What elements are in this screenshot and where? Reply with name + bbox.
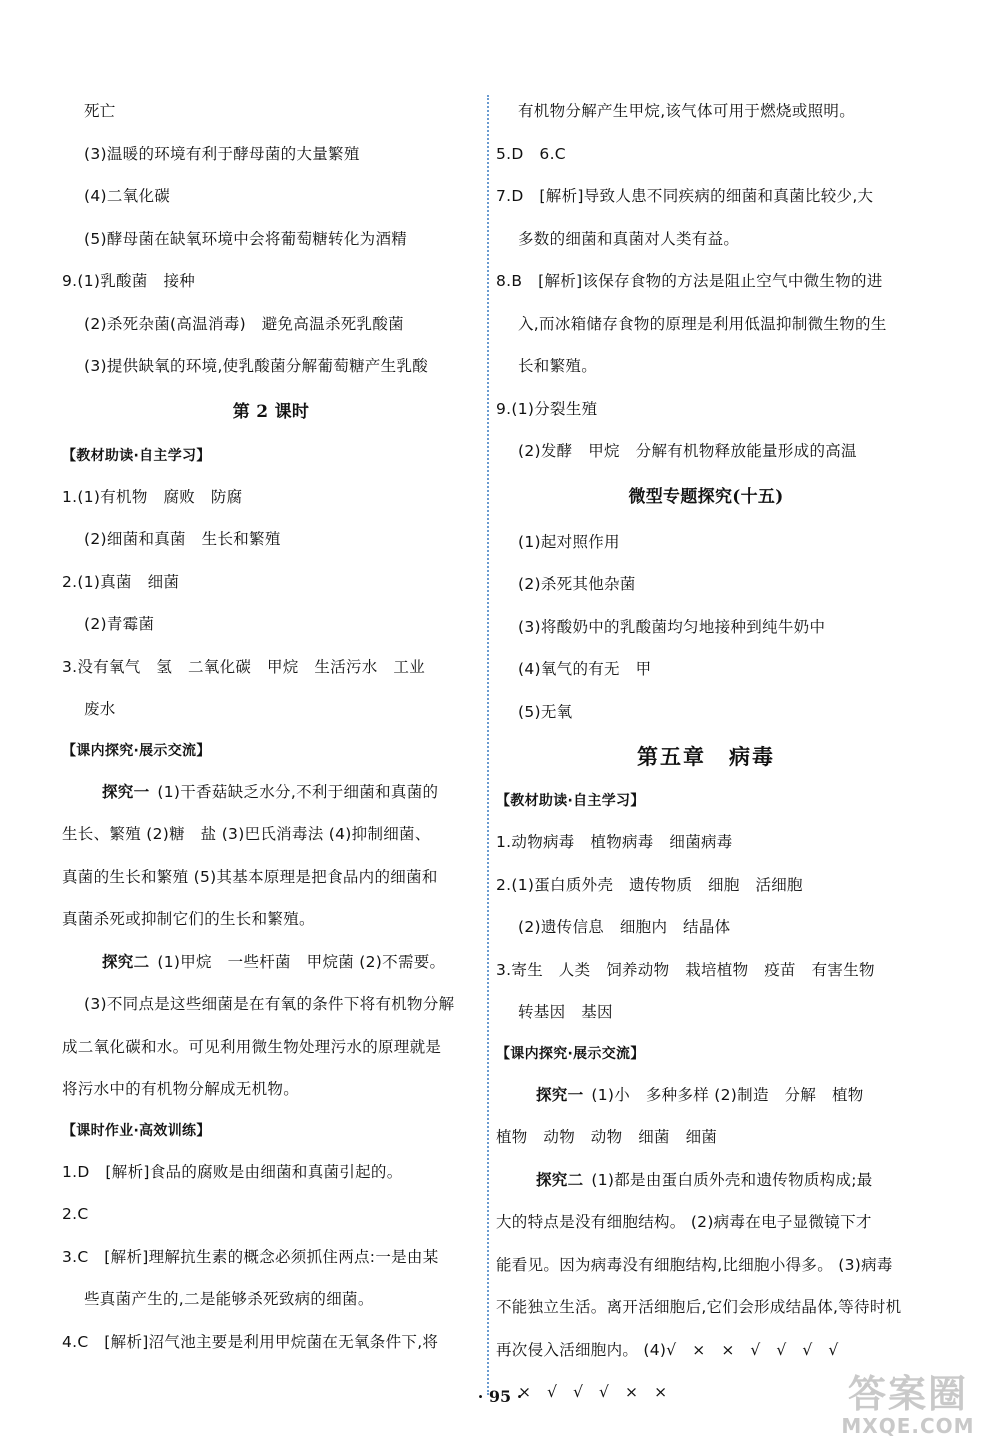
line-text: (3)将酸奶中的乳酸菌均匀地接种到纯牛奶中 [518,617,826,636]
text-line [62,133,480,176]
text-line [496,133,916,176]
line-text: 【教材助读·自主学习】 [62,447,211,464]
line-text: 8.B [解析]该保存食物的方法是阻止空气中微生物的进 [496,272,883,291]
inquiry-label: 探究一 [536,1085,584,1104]
text-line [496,949,916,992]
text-line [496,1201,916,1244]
left-column [62,90,480,1363]
line-text: 2.(1)蛋白质外壳 遗传物质 细胞 活细胞 [496,875,803,894]
line-text: 微型专题探究(十五) [628,486,784,507]
line-text: 3.C [解析]理解抗生素的概念必须抓住两点:一是由某 [62,1247,439,1266]
line-text: (2)细菌和真菌 生长和繁殖 [84,530,281,549]
line-text: (4)氧气的有无 甲 [518,660,652,679]
line-text: 将污水中的有机物分解成无机物。 [62,1080,300,1099]
inquiry-label: 探究二 [536,1170,584,1189]
text-line [62,1278,480,1321]
text-line [62,260,480,303]
line-text: (1)小 多种多样 (2)制造 分解 植物 [591,1085,864,1104]
text-line [62,771,480,814]
text-line [496,430,916,473]
line-text: 1.D [解析]食品的腐败是由细菌和真菌引起的。 [62,1162,403,1181]
text-line [496,821,916,864]
inquiry-label: 探究一 [102,782,150,801]
text-line [62,646,480,689]
line-text: (2)杀死杂菌(高温消毒) 避免高温杀死乳酸菌 [84,314,404,333]
text-line [62,1026,480,1069]
line-text: (2)杀死其他杂菌 [518,575,636,594]
line-text: (4)二氧化碳 [84,187,171,206]
section-label [62,731,480,771]
text-line [62,941,480,984]
line-text: (1)起对照作用 [518,532,620,551]
text-line [496,1116,916,1159]
text-line [496,1159,916,1202]
line-text: (5)无氧 [518,702,573,721]
page-number: · 95 · [477,1387,523,1406]
text-line [496,260,916,303]
line-text: (2)发酵 甲烷 分解有机物释放能量形成的高温 [518,442,857,461]
line-text: 【课内探究·展示交流】 [496,1045,645,1062]
line-text: 再次侵入活细胞内。 (4)√ × × √ √ √ √ [496,1340,839,1359]
line-text: (3)提供缺氧的环境,使乳酸菌分解葡萄糖产生乳酸 [84,357,429,376]
line-text: 9.(1)乳酸菌 接种 [62,272,196,291]
line-text: 9.(1)分裂生殖 [496,399,598,418]
line-text: 死亡 [84,102,116,121]
text-line [496,1074,916,1117]
line-text: 4.C [解析]沼气池主要是利用甲烷菌在无氧条件下,将 [62,1332,439,1351]
text-line [496,303,916,346]
text-line [62,561,480,604]
text-line [496,991,916,1034]
line-text: 1.(1)有机物 腐败 防腐 [62,487,243,506]
section-label [62,1111,480,1151]
section-heading [496,473,916,521]
text-line [496,388,916,431]
line-text: 植物 动物 动物 细菌 细菌 [496,1128,718,1147]
text-line [62,1236,480,1279]
line-text: 能看见。因为病毒没有细胞结构,比细胞小得多。 (3)病毒 [496,1255,893,1274]
text-line [496,345,916,388]
line-text: 废水 [84,700,116,719]
text-line [62,603,480,646]
line-text: 不能独立生活。离开活细胞后,它们会形成结晶体,等待时机 [496,1298,902,1317]
line-text: 转基因 基因 [518,1003,613,1022]
line-text: 2.C [62,1205,89,1224]
text-line [496,218,916,261]
line-text: 第五章 病毒 [637,744,775,769]
text-line [496,606,916,649]
text-line [62,218,480,261]
watermark-bottom-text: MXQE.COM [841,1414,975,1438]
line-text: 真菌的生长和繁殖 (5)其基本原理是把食品内的细菌和 [62,867,438,886]
text-line [496,1329,916,1372]
line-text: 第 2 课时 [232,401,310,422]
line-text: (2)青霉菌 [84,615,155,634]
text-line [496,521,916,564]
text-line [62,518,480,561]
line-text: (3)不同点是这些细菌是在有氧的条件下将有机物分解 [84,995,455,1014]
text-line [62,1321,480,1364]
text-line [496,90,916,133]
text-line [496,648,916,691]
line-text: 【课内探究·展示交流】 [62,742,211,759]
watermark-logo [830,1373,986,1443]
text-line [496,175,916,218]
line-text: 多数的细菌和真菌对人类有益。 [518,229,740,248]
text-line [62,476,480,519]
line-text: (1)都是由蛋白质外壳和遗传物质构成;最 [591,1170,873,1189]
line-text: 入,而冰箱储存食物的原理是利用低温抑制微生物的生 [518,314,887,333]
line-text: 大的特点是没有细胞结构。 (2)病毒在电子显微镜下才 [496,1213,872,1232]
text-line [62,813,480,856]
line-text: 5.D 6.C [496,144,566,163]
text-line [62,1151,480,1194]
text-line [62,688,480,731]
line-text: 3.寄生 人类 饲养动物 栽培植物 疫苗 有害生物 [496,960,875,979]
text-line [62,856,480,899]
text-line [62,175,480,218]
column-divider [487,95,489,1395]
text-line [496,864,916,907]
line-text: (1)干香菇缺乏水分,不利于细菌和真菌的 [157,782,439,801]
line-text: 生长、繁殖 (2)糖 盐 (3)巴氏消毒法 (4)抑制细菌、 [62,825,431,844]
section-label [496,781,916,821]
line-text: 【课时作业·高效训练】 [62,1122,211,1139]
line-text: 真菌杀死或抑制它们的生长和繁殖。 [62,910,315,929]
chapter-title [496,733,916,781]
line-text: 【教材助读·自主学习】 [496,793,645,809]
right-column [496,90,916,1414]
section-label [496,1034,916,1074]
text-line [62,303,480,346]
line-text: 些真菌产生的,二是能够杀死致病的细菌。 [84,1290,374,1309]
text-line [496,1286,916,1329]
watermark-top-text: 答案圈 [847,1372,968,1416]
line-text: 长和繁殖。 [518,357,598,376]
line-text: 1.动物病毒 植物病毒 细菌病毒 [496,833,733,852]
section-label [62,436,480,476]
line-text: 有机物分解产生甲烷,该气体可用于燃烧或照明。 [518,102,856,121]
text-line [62,1068,480,1111]
line-text: × √ √ √ × × [518,1383,668,1402]
inquiry-label: 探究二 [102,952,150,971]
line-text: 7.D [解析]导致人患不同疾病的细菌和真菌比较少,大 [496,187,874,206]
line-text: (1)甲烷 一些杆菌 甲烷菌 (2)不需要。 [157,952,446,971]
text-line [496,1244,916,1287]
text-line [62,983,480,1026]
text-line [62,898,480,941]
line-text: 2.(1)真菌 细菌 [62,572,180,591]
text-line [62,90,480,133]
text-line [496,563,916,606]
text-line [62,1193,480,1236]
text-line [62,345,480,388]
text-line [496,691,916,734]
text-line [496,906,916,949]
line-text: 成二氧化碳和水。可见利用微生物处理污水的原理就是 [62,1037,442,1056]
line-text: 3.没有氧气 氢 二氧化碳 甲烷 生活污水 工业 [62,657,425,676]
line-text: (5)酵母菌在缺氧环境中会将葡萄糖转化为酒精 [84,229,408,248]
line-text: (2)遗传信息 细胞内 结晶体 [518,918,731,937]
section-heading [62,388,480,436]
line-text: (3)温暖的环境有利于酵母菌的大量繁殖 [84,144,360,163]
